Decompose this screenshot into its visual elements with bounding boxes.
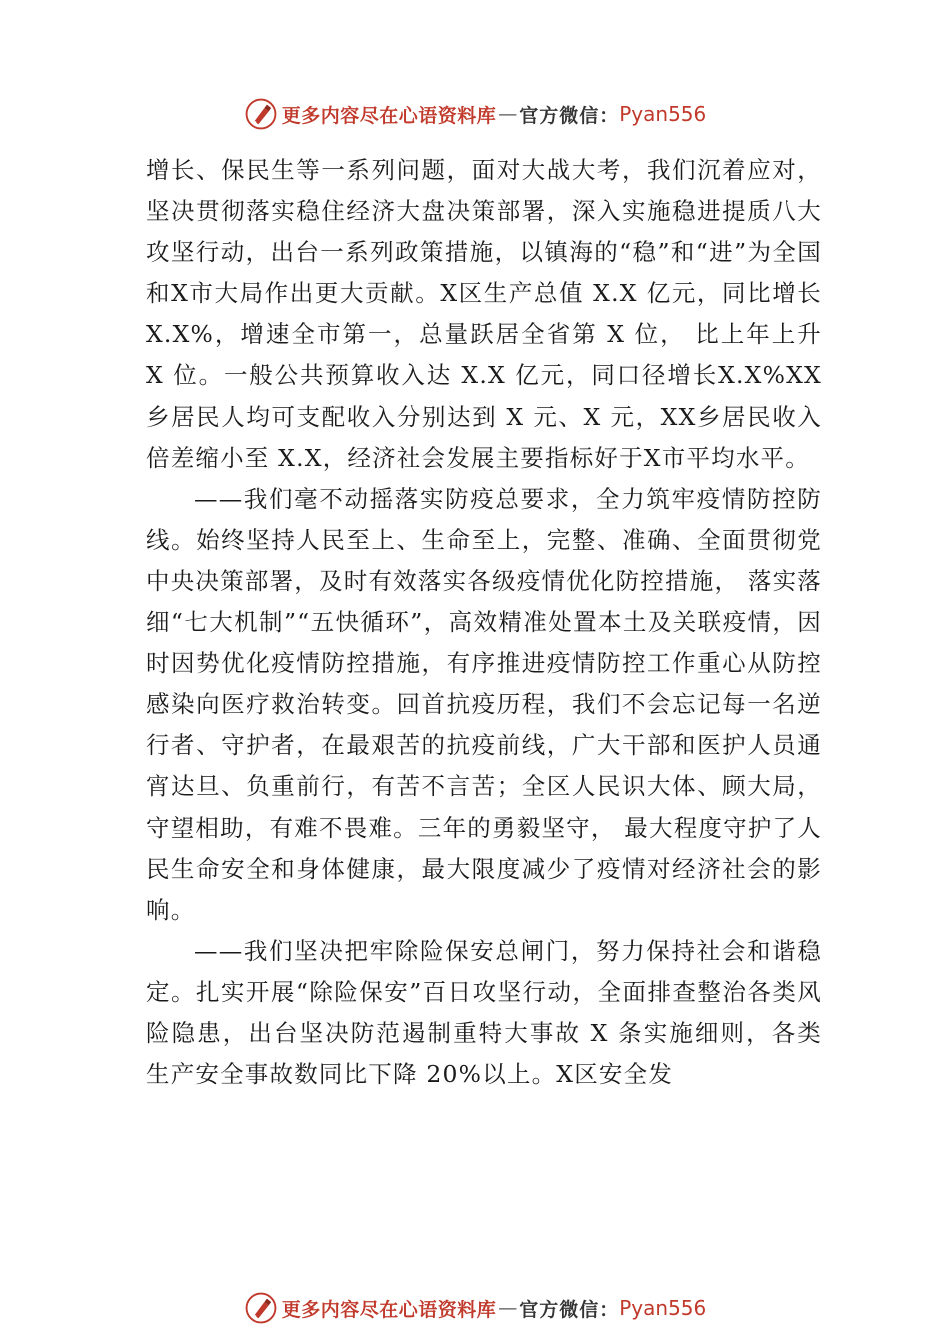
pen-nib-logo-icon <box>244 97 278 131</box>
document-body <box>146 150 822 1095</box>
banner-wechat-label: 官方微信： <box>519 104 620 127</box>
paragraph-economy: 增长、保民生等一系列问题，面对大战大考，我们沉着应对， 坚决贯彻落实稳住经济大盘决策部署，深入实施稳进提质八大攻坚行动，出台一系列政策措施，以镇海的“稳”和“进”为全国和X市大局作出更大贡献。X区生产总值 X.X 亿元，同比增长 X.X%，增速全市第一，总量跃居全省第 X 位， 比上年上升 X 位。一般公共预算收入达 X.X 亿元，同口径增长X.X%XX乡居民人均可支配收入分别达到 X 元、X 元，XX乡居民收入倍差缩小至 X.X，经济社会发展主要指标好于X市平均水平。 <box>146 156 822 472</box>
banner-main-text: 更多内容尽在心语资料库 <box>281 1298 497 1321</box>
paragraph-epidemic: ——我们毫不动摇落实防疫总要求，全力筑牢疫情防控防线。始终坚持人民至上、生命至上，完整、准确、全面贯彻党中央决策部署，及时有效落实各级疫情优化防控措施， 落实落细“七大机制”“五快循环”，高效精准处置本土及关联疫情，因时因势优化疫情防控措施，有序推进疫情防控工作重心从防控感染向医疗救治转变。回首抗疫历程，我们不会忘记每一名逆行者、守护者，在最艰苦的抗疫前线，广大干部和医护人员通宵达旦、负重前行，有苦不言苦；全区人民识大体、顾大局，守望相助，有难不畏难。三年的勇毅坚守， 最大程度守护了人民生命安全和身体健康，最大限度减少了疫情对经济社会的影响。 <box>146 484 822 924</box>
footer-watermark-banner <box>0 1288 950 1328</box>
banner-wechat-label: 官方微信： <box>519 1298 620 1321</box>
banner-main-text: 更多内容尽在心语资料库 <box>281 104 497 127</box>
paragraph-safety: ——我们坚决把牢除险保安总闸门，努力保持社会和谐稳定。扎实开展“除险保安”百日攻坚行动，全面排查整治各类风险隐患，出台坚决防范遏制重特大事故 X 条实施细则，各类生产安全事故数同比下降 20%以上。X区安全发 <box>146 936 822 1089</box>
pen-nib-logo-icon <box>244 1291 278 1325</box>
banner-wechat-id: Pyan556 <box>619 1296 707 1320</box>
banner-wechat-id: Pyan556 <box>619 102 707 126</box>
banner-separator: — <box>498 1297 518 1319</box>
banner-separator: — <box>498 103 518 125</box>
header-watermark-banner <box>0 94 950 134</box>
